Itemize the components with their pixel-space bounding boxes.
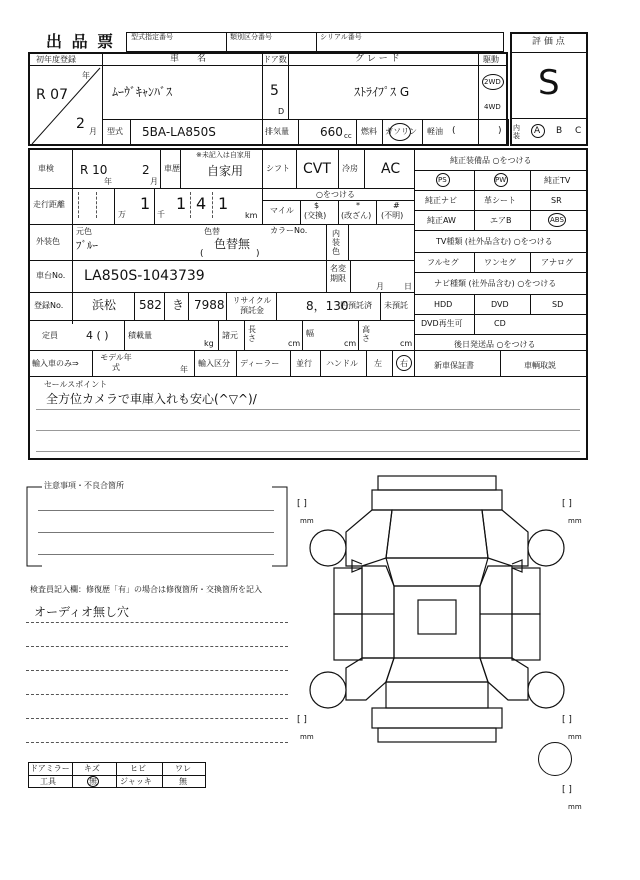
tire-fl-bracket: [ ] — [297, 499, 307, 509]
model-year-unit: 年 — [180, 365, 188, 374]
inspector-label: 検査員記入欄：修復歴「有」の場合は修復箇所・交換箇所を記入 — [30, 585, 262, 594]
cooling: AC — [381, 161, 401, 177]
rating-value: S — [538, 63, 560, 103]
shaken-era: R 10 — [80, 163, 108, 177]
legend-tools-value: 無 — [89, 777, 97, 786]
displacement: 660 — [320, 125, 343, 139]
car-damage-diagram — [302, 468, 572, 768]
fuel-label: 燃料 — [361, 127, 377, 136]
interior-label: 内装 — [513, 124, 520, 140]
first-registration-label: 初年度登録 — [36, 55, 76, 64]
capacity: 4 ( ) — [86, 329, 109, 342]
width-cm-unit: cm — [344, 339, 357, 348]
color-label: 外装色 — [36, 237, 60, 246]
registration-label: 登録No. — [34, 301, 64, 310]
height-label: 高さ — [362, 325, 370, 343]
tire-fr-mm: mm — [568, 517, 582, 525]
mileage-digit-3: 4 — [196, 194, 207, 213]
registration-area: 浜松 — [92, 298, 117, 312]
dimensions-label: 諸元 — [222, 331, 238, 340]
vehicle-manual-label: 車輌取説 — [524, 361, 556, 370]
cd-label: CD — [494, 319, 506, 328]
registration-number: 7988 — [194, 298, 225, 312]
unknown-symbol: # — [393, 201, 400, 210]
load-label: 積載量 — [128, 331, 152, 340]
spare-tire-bracket: [ ] — [562, 785, 572, 795]
year-unit: 年 — [82, 71, 90, 80]
oneseg-label: ワンセグ — [484, 258, 516, 267]
type-designation-label: 型式指定番号 — [131, 33, 173, 41]
model: 5BA-LA850S — [142, 125, 216, 139]
handle-label: ハンドル — [326, 359, 358, 368]
dvd-label: DVD — [491, 300, 509, 309]
legend-jack: ジャッキ — [120, 777, 152, 786]
car-name-label: 車 名 — [170, 54, 207, 64]
cc-unit: cc — [344, 132, 352, 140]
dvd-playback-label: DVD再生可 — [421, 319, 463, 328]
length-label: 長さ — [248, 325, 256, 343]
genuine-navi-label: 純正ナビ — [425, 196, 457, 205]
door-count-label: ドア数 — [263, 55, 287, 64]
length-cm-unit: cm — [288, 339, 301, 348]
displacement-label: 排気量 — [265, 127, 289, 136]
sunroof-label: SR — [551, 196, 562, 205]
legend-scratch: キズ — [84, 764, 100, 773]
width-label: 幅 — [306, 329, 314, 338]
hdd-label: HDD — [434, 300, 453, 309]
interior-a: A — [534, 126, 541, 136]
tamper-label: (改ざん) — [341, 211, 372, 220]
recycle-unpaid: 未預託 — [384, 301, 408, 310]
import-label: 輸入車のみ⇒ — [32, 359, 79, 368]
tire-rl-mm: mm — [300, 733, 314, 741]
equipment-title: 純正装備品 ○をつける — [450, 156, 532, 165]
first-registration-month: 2 — [76, 116, 85, 132]
drive-label: 駆動 — [483, 55, 499, 64]
history-label: 車歴 — [164, 164, 180, 173]
repaint-label: 色替 — [204, 227, 220, 236]
interior-c: C — [575, 126, 582, 136]
mileage-digit-4: 1 — [218, 194, 229, 213]
genuine-tv-label: 純正TV — [544, 176, 571, 185]
car-name: ﾑｰｳﾞｷｬﾝﾊﾞｽ — [112, 85, 173, 99]
name-change-month-unit: 月 — [376, 282, 384, 291]
spare-tire — [538, 742, 572, 776]
repaint: 色替無 — [214, 237, 251, 251]
month-unit: 月 — [89, 127, 97, 136]
model-label: 型式 — [107, 127, 123, 136]
new-car-warranty-label: 新車保証書 — [434, 361, 474, 370]
tv-type-title: TV種類 (社外品含む) ○をつける — [436, 237, 553, 246]
mile-label: マイル — [270, 206, 294, 215]
ps-label: PS — [438, 176, 447, 184]
legend-door-mirror: ドアミラー — [30, 764, 70, 773]
tire-fl-mm: mm — [300, 517, 314, 525]
4wd-label: 4WD — [484, 103, 501, 111]
capacity-label: 定員 — [42, 331, 58, 340]
tire-fr-bracket: [ ] — [562, 499, 572, 509]
door-type: D — [278, 107, 285, 116]
sheet-title: 出 品 票 — [46, 32, 116, 51]
abs-label: ABS — [550, 216, 564, 224]
mileage-man-unit: 万 — [118, 210, 126, 219]
shaken-month-unit: 月 — [150, 177, 158, 186]
serial-number-label: シリアル番号 — [320, 33, 362, 41]
inspector-note: オーディオ無し穴 — [34, 605, 130, 619]
pw-label: PW — [495, 176, 507, 184]
shaken-label: 車検 — [38, 164, 54, 173]
parallel-label: 並行 — [296, 359, 312, 368]
tire-rr-bracket: [ ] — [562, 715, 572, 725]
2wd-label: 2WD — [484, 78, 501, 86]
load-kg-unit: kg — [204, 339, 214, 348]
recycle-label: リサイクル預託金 — [232, 296, 272, 315]
original-color: ﾌﾞﾙｰ — [76, 239, 98, 252]
tamper-symbol: * — [356, 201, 360, 210]
grade-label: グ レ ー ド — [355, 54, 400, 64]
original-color-label: 元色 — [76, 227, 92, 236]
shift-label: シフト — [266, 164, 290, 173]
right-handle-label: 右 — [400, 359, 408, 368]
category-number-label: 類別区分番号 — [230, 33, 272, 41]
grade: ｽﾄﾗｲﾌﾟｽ G — [354, 85, 410, 99]
recycle-unit: 円預託済 — [340, 301, 372, 310]
cooling-label: 冷房 — [342, 164, 358, 173]
registration-class: 582 — [139, 298, 162, 312]
sd-label: SD — [552, 300, 564, 309]
chassis-number: LA850S-1043739 — [84, 268, 205, 284]
notes-label: 注意事項・不良合箇所 — [44, 481, 124, 490]
genuine-aw-label: 純正AW — [427, 216, 456, 225]
chassis-label: 車台No. — [36, 271, 66, 280]
later-shipment-title: 後日発送品 ○をつける — [454, 340, 536, 349]
exchange-label: (交換) — [304, 211, 327, 220]
sales-point-label: セールスポイント — [44, 380, 108, 389]
airbag-label: エアB — [490, 216, 512, 225]
history: 自家用 — [207, 164, 244, 178]
first-registration-era: R 07 — [36, 87, 68, 103]
analog-label: アナログ — [541, 258, 573, 267]
navi-type-title: ナビ種類 (社外品含む) ○をつける — [434, 279, 557, 288]
tire-rr-mm: mm — [568, 733, 582, 741]
legend-jack-value: 無 — [179, 777, 187, 786]
shift: CVT — [303, 161, 331, 177]
sales-point: 全方位カメラで車庫入れも安心(^▽^)/ — [46, 392, 257, 406]
mark-note: ○をつける — [316, 190, 355, 199]
unknown-label: (不明) — [381, 211, 404, 220]
door-count: 5 — [270, 83, 279, 99]
leather-seat-label: 革シート — [484, 196, 516, 205]
mileage-digit-1: 1 — [140, 194, 151, 213]
rating-label: 評 価 点 — [532, 37, 565, 47]
left-handle-label: 左 — [374, 359, 382, 368]
exchange-symbol: $ — [314, 201, 320, 210]
legend-break: ワレ — [175, 764, 191, 773]
mileage-label: 走行距離 — [33, 200, 65, 209]
color-number-label: カラーNo. — [270, 226, 308, 235]
notes-bracket — [26, 486, 288, 568]
mileage-digit-2: 1 — [176, 194, 187, 213]
legend-tools: 工具 — [40, 777, 56, 786]
diesel-label: 軽油 — [427, 127, 443, 136]
dealer-label: ディーラー — [240, 359, 280, 368]
name-change-day-unit: 日 — [404, 282, 412, 291]
km-unit: km — [245, 211, 258, 220]
import-type-label: 輸入区分 — [198, 359, 230, 368]
shaken-month: 2 — [142, 163, 150, 177]
spare-tire-mm: mm — [568, 803, 582, 811]
fullseg-label: フルセグ — [427, 258, 459, 267]
interior-b: B — [556, 126, 563, 136]
recycle-amount: 8，130 — [306, 299, 349, 313]
mileage-sen-unit: 千 — [157, 210, 165, 219]
tire-rl-bracket: [ ] — [297, 715, 307, 725]
legend-crack: ヒビ — [130, 764, 146, 773]
interior-color-label: 内装色 — [332, 229, 340, 256]
registration-kana: き — [172, 298, 185, 312]
shaken-year-unit: 年 — [104, 177, 112, 186]
id-fields — [126, 32, 504, 52]
height-cm-unit: cm — [400, 339, 413, 348]
name-change-deadline-label: 名変期限 — [330, 264, 346, 283]
gasoline-label: ガソリン — [385, 127, 417, 136]
model-year-label: モデル年式 — [100, 353, 132, 372]
history-note: ※未記入は自家用 — [196, 151, 251, 159]
